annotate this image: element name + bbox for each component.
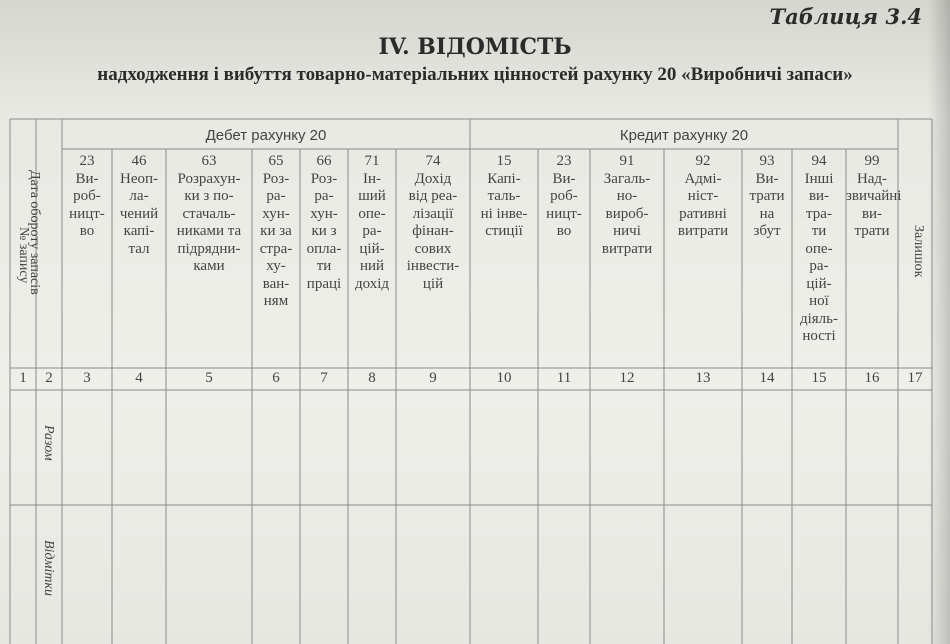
column-label-line: витрати [677, 223, 729, 239]
column-label-line: ної [809, 293, 829, 309]
account-code: 94 [811, 153, 827, 169]
account-code: 46 [131, 153, 147, 169]
column-label-line: трати [749, 188, 785, 204]
credit-column-91 [590, 153, 664, 258]
column-label-line: Ви- [755, 170, 779, 187]
account-code: 93 [759, 153, 775, 169]
column-label-line: ху- [266, 258, 286, 274]
column-label-line: праці [306, 275, 342, 292]
column-label-line: ні інве- [480, 205, 528, 222]
column-number: 10 [496, 370, 512, 386]
column-label-line: на [759, 205, 775, 222]
column-label-line: діяль- [799, 310, 839, 327]
column-label-line: інвести- [406, 258, 460, 274]
column-label-line: опе- [358, 205, 386, 222]
debit-column-23 [62, 153, 112, 241]
column-label-line: ра- [314, 188, 334, 204]
column-label-line: стачаль- [182, 205, 236, 222]
credit-column-99 [846, 153, 902, 241]
account-code: 91 [619, 153, 635, 169]
column-label-line: збут [753, 223, 781, 239]
column-label-line: Ін- [362, 170, 382, 187]
column-label-line: ван- [262, 275, 290, 292]
credit-column-23 [538, 153, 590, 241]
column-label-line: Ви- [75, 170, 99, 187]
column-label-line: во [556, 223, 572, 239]
column-label-line: Загаль- [603, 170, 651, 187]
column-label-line: ра- [362, 223, 382, 239]
credit-column-93 [742, 153, 792, 241]
column-number: 2 [45, 370, 53, 386]
account-code: 66 [316, 153, 332, 169]
column-label-line: хун- [310, 205, 338, 222]
column-label-line: чений [119, 205, 159, 222]
account-code: 99 [864, 153, 880, 169]
record-no-header: № запису [16, 227, 31, 284]
account-code: 15 [496, 153, 512, 169]
column-label-line: дохід [354, 275, 390, 292]
column-label-line: ти [316, 258, 332, 274]
column-number: 11 [556, 370, 572, 386]
column-label-line: но- [616, 188, 638, 204]
column-label-line: фінан- [412, 223, 454, 239]
balance-header: Залишок [911, 225, 926, 278]
column-number: 9 [429, 370, 437, 386]
document-title: IV. ВІДОМІСТЬ [378, 34, 572, 60]
column-label-line: цій [422, 275, 444, 292]
column-label-line: ням [263, 293, 289, 309]
column-label-line: Розрахун- [177, 170, 241, 187]
account-code: 23 [556, 153, 572, 169]
column-label-line: стиції [485, 223, 523, 239]
debit-column-46 [112, 153, 166, 258]
column-label-line: ти [811, 223, 827, 239]
column-number: 4 [135, 370, 143, 386]
column-label-line: ний [359, 258, 385, 274]
column-label-line: стра- [259, 240, 293, 257]
credit-column-15 [470, 153, 538, 241]
account-code: 23 [79, 153, 95, 169]
column-number: 7 [320, 370, 328, 386]
column-label-line: від реа- [408, 188, 458, 204]
table-label: Таблиця 3.4 [769, 4, 922, 29]
column-label-line: тра- [806, 205, 832, 222]
column-number: 1 [19, 370, 27, 386]
account-code: 63 [201, 153, 217, 169]
credit-column-94 [792, 153, 846, 346]
column-label-line: підрядни- [177, 240, 241, 257]
column-number: 17 [907, 370, 923, 386]
column-label-line: ви- [861, 205, 883, 222]
debit-column-66 [300, 153, 348, 293]
document-subtitle: надходження і вибуття товарно-матеріальних цінностей рахунку 20 «Виробничі запаси» [97, 64, 853, 85]
column-number: 15 [811, 370, 827, 386]
debit-column-74 [396, 153, 470, 293]
column-label-line: Адмі- [684, 170, 722, 187]
column-number: 5 [205, 370, 213, 386]
credit-group-header: Кредит рахунку 20 [619, 127, 749, 144]
column-label-line: ницт- [69, 205, 105, 222]
column-label-line: ла- [129, 188, 149, 204]
column-label-line: цій- [359, 240, 385, 257]
column-number: 13 [695, 370, 711, 386]
column-label-line: опе- [805, 240, 833, 257]
column-label-line: ший [358, 188, 386, 204]
column-label-line: витрати [601, 240, 653, 257]
column-number: 6 [272, 370, 280, 386]
column-label-line: ки з по- [184, 188, 234, 204]
column-label-line: лізації [412, 205, 454, 222]
column-label-line: вироб- [605, 205, 649, 222]
column-label-line: цій- [806, 275, 832, 292]
debit-column-71 [348, 153, 396, 293]
debit-column-63 [166, 153, 252, 276]
column-label-line: капі- [123, 223, 155, 239]
column-number: 8 [368, 370, 376, 386]
column-label-line: ра- [266, 188, 286, 204]
account-code: 65 [268, 153, 284, 169]
account-code: 71 [364, 153, 380, 169]
account-code: 92 [695, 153, 711, 169]
debit-group-header: Дебет рахунку 20 [205, 127, 327, 144]
column-label-line: Ви- [552, 170, 576, 187]
column-label-line: ки з [311, 223, 337, 239]
column-label-line: звичайні [846, 188, 902, 204]
column-label-line: ницт- [546, 205, 582, 222]
column-label-line: ви- [808, 188, 830, 204]
column-label-line: Дохід [414, 170, 452, 187]
column-label-line: Над- [856, 170, 888, 187]
column-number: 14 [759, 370, 775, 386]
column-label-line: таль- [487, 188, 521, 204]
column-label-line: тал [128, 240, 150, 257]
account-code: 74 [425, 153, 441, 169]
column-label-line: Капі- [487, 170, 521, 187]
column-number: 3 [83, 370, 91, 386]
column-label-line: во [79, 223, 95, 239]
column-label-line: ничі [613, 223, 641, 239]
column-label-line: сових [414, 240, 452, 257]
total-row-label: Разом [41, 425, 56, 461]
column-label-line: опла- [306, 240, 342, 257]
column-label-line: хун- [262, 205, 290, 222]
column-label-line: роб- [73, 188, 101, 204]
column-label-line: Інші [804, 170, 834, 187]
column-label-line: ки за [260, 223, 292, 239]
date-header: Дата обороту запасів [27, 170, 42, 295]
column-label-line: никами та [176, 223, 242, 239]
column-label-line: ративні [679, 205, 727, 222]
column-label-line: ра- [809, 258, 829, 274]
column-label-line: Неоп- [119, 170, 158, 187]
column-label-line: роб- [550, 188, 578, 204]
credit-column-92 [664, 153, 742, 241]
debit-column-65 [252, 153, 300, 311]
column-label-line: ками [193, 258, 225, 274]
column-number: 12 [619, 370, 635, 386]
column-label-line: ності [802, 328, 836, 344]
column-label-line: трати [854, 223, 890, 239]
column-number: 16 [864, 370, 880, 386]
column-label-line: ніст- [687, 188, 719, 204]
notes-row-label: Відмітки [41, 540, 56, 597]
column-label-line: Роз- [262, 170, 290, 187]
column-label-line: Роз- [310, 170, 338, 187]
